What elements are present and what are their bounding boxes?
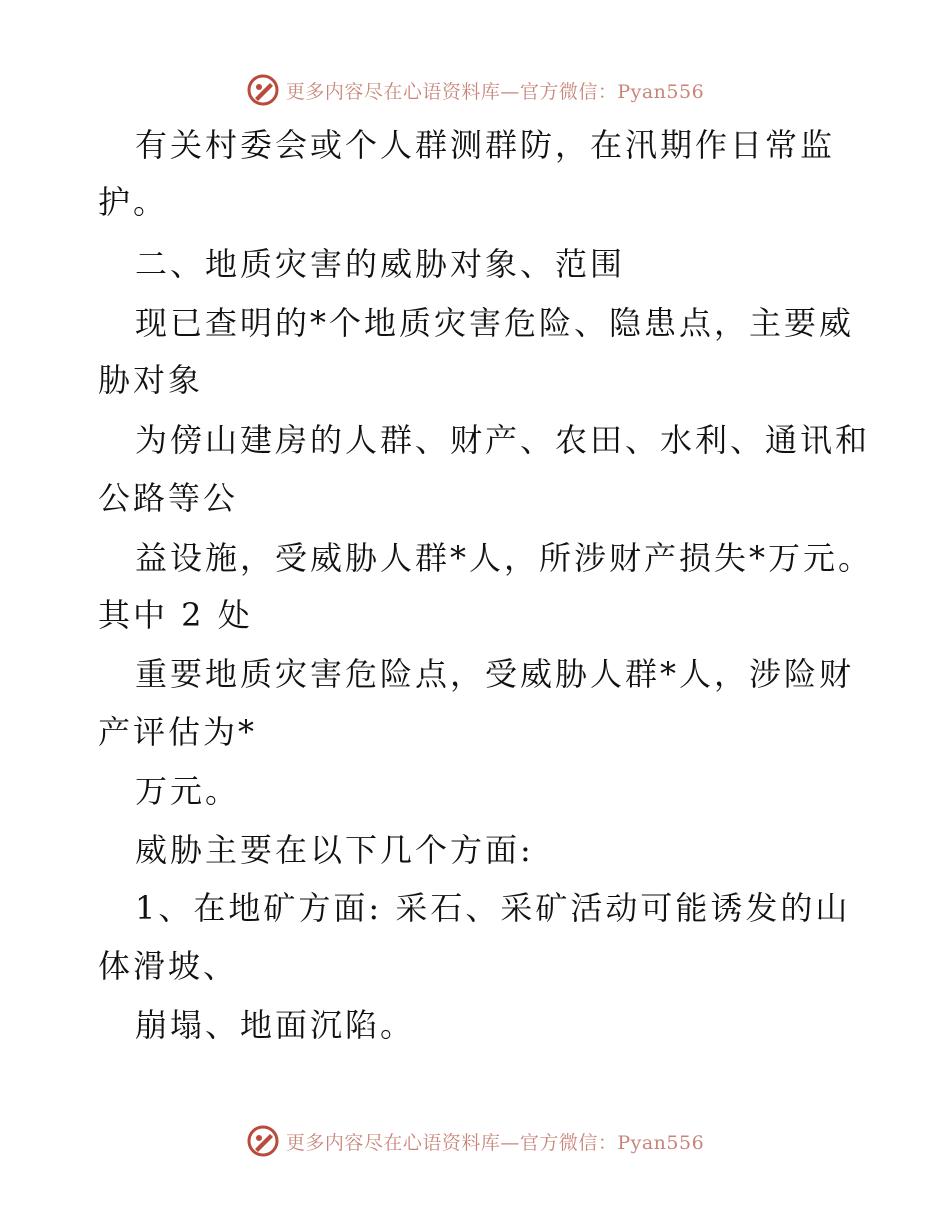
- header-watermark: [0, 70, 950, 110]
- text-line: 护。: [98, 183, 169, 221]
- text-line: 胁对象: [98, 361, 204, 399]
- text-line: 体滑坡、: [98, 947, 239, 985]
- text-line: 其中 2 处: [98, 596, 253, 634]
- text-line: 公路等公: [98, 479, 239, 517]
- text-line: 威胁主要在以下几个方面:: [135, 831, 534, 869]
- text-line: 重要地质灾害危险点，受威胁人群*人，涉险财: [135, 655, 855, 693]
- text-line: 崩塌、地面沉陷。: [135, 1006, 416, 1044]
- text-line: 万元。: [135, 772, 241, 810]
- brand-logo-icon: [246, 1124, 280, 1158]
- watermark-text: 更多内容尽在心语资料库—官方微信：Pyan556: [285, 80, 705, 103]
- text-line: 现已查明的*个地质灾害危险、隐患点，主要威: [135, 304, 855, 342]
- text-line: 1、在地矿方面: 采石、采矿活动可能诱发的山: [135, 889, 851, 927]
- watermark-text: 更多内容尽在心语资料库—官方微信：Pyan556: [285, 1131, 705, 1154]
- section-heading: 二、地质灾害的威胁对象、范围: [135, 245, 626, 283]
- text-line: 益设施，受威胁人群*人，所涉财产损失*万元。: [135, 539, 874, 577]
- footer-watermark: [0, 1121, 950, 1161]
- text-line: 产评估为*: [98, 713, 258, 751]
- brand-logo-icon: [246, 73, 280, 107]
- text-line: 有关村委会或个人群测群防，在汛期作日常监: [135, 126, 836, 164]
- text-line: 为傍山建房的人群、财产、农田、水利、通讯和: [135, 421, 871, 459]
